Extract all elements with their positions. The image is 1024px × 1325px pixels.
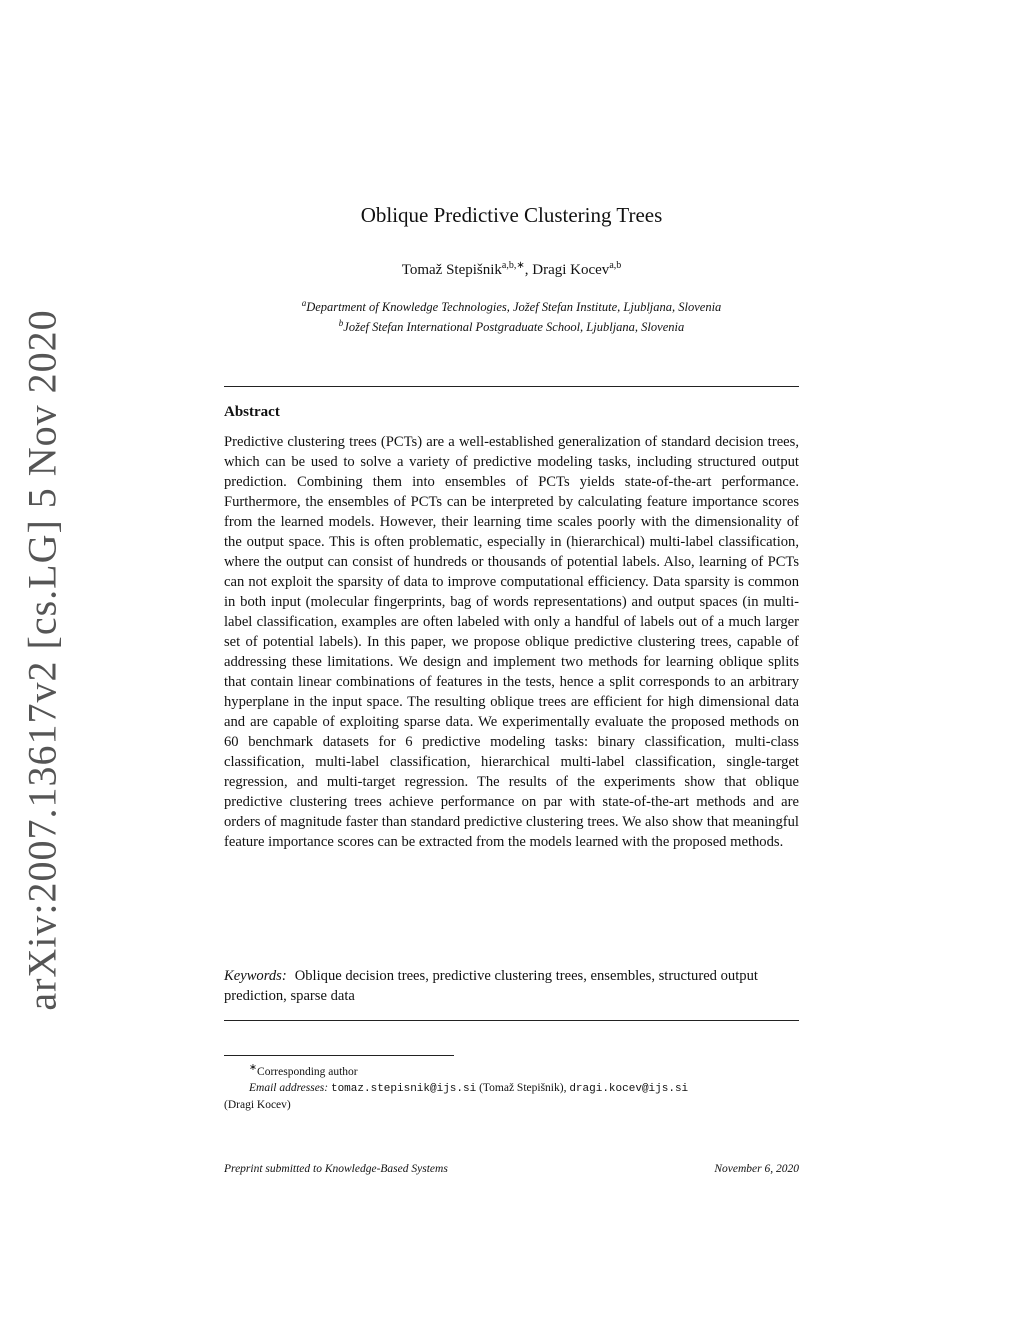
- preprint-date: November 6, 2020: [714, 1163, 799, 1175]
- abstract-heading: Abstract: [224, 404, 280, 420]
- footnote-mark: ∗: [249, 1062, 258, 1073]
- preprint-footer: [224, 1163, 799, 1175]
- footnote-rule: [224, 1055, 454, 1056]
- keywords-text: Oblique decision trees, predictive clustering trees, ensembles, structured output prediction, sparse data: [224, 968, 758, 1004]
- author-affiliation-mark: a,b,∗: [501, 260, 525, 271]
- author-name: Tomaž Stepišnik: [401, 262, 502, 278]
- footnote-corresponding-text: Corresponding author: [257, 1065, 358, 1078]
- keywords-label: Keywords:: [224, 968, 287, 984]
- affiliation-mark: b: [338, 318, 344, 329]
- email-link-1[interactable]: tomaz.stepisnik@ijs.si: [330, 1082, 477, 1095]
- author-list: [224, 260, 799, 279]
- abstract-top-rule: [224, 386, 799, 387]
- keywords: [224, 966, 799, 1006]
- author-name: Dragi Kocev: [532, 262, 610, 278]
- preprint-venue: Preprint submitted to Knowledge-Based Systems: [224, 1163, 448, 1175]
- affiliations: [224, 295, 799, 335]
- email-label: Email addresses:: [249, 1081, 329, 1094]
- email-name-2: (Dragi Kocev): [224, 1098, 291, 1111]
- affiliation-text: Jožef Stefan International Postgraduate School, Ljubljana, Slovenia: [343, 320, 685, 335]
- abstract-text: Predictive clustering trees (PCTs) are a well-established generalization of standard decision trees, which can be used to solve a variety of predictive modeling tasks, including structured output prediction. Combining them into ensembles of PCTs yields state-of-the-art performance. Furthermore, the ensembles of PCTs can be interpreted by calculating feature importance scores from the learned models. However, their learning time scales poorly with the dimensionality of the output space. This is often problematic, especially in (hierarchical) multi-label classification, where the output can consist of hundreds or thousands of potential labels. Also, learning of PCTs can not exploit the sparsity of data to improve computational efficiency. Data sparsity is common in both input (molecular fingerprints, bag of words representations) and output spaces (in multi-label classification, examples are often labeled with only a handful of labels out of a much larger set of potential labels). In this paper, we propose oblique predictive clustering trees, capable of addressing these limitations. We design and implement two methods for learning oblique splits that contain linear combinations of features in the tests, hence a split corresponds to an arbitrary hyperplane in the input space. The resulting oblique trees are efficient for high dimensional data and are capable of exploiting sparse data. We experimentally evaluate the proposed methods on 60 benchmark datasets for 6 predictive modeling tasks: binary classification, multi-class classification, multi-label classification, hierarchical multi-label classification, single-target regression, and multi-target regression. The results of the experiments show that oblique predictive clustering trees achieve performance on par with state-of-the-art methods and are orders of magnitude faster than standard predictive clustering trees. We also show that meaningful feature importance scores can be extracted from the models learned with the proposed methods.: [224, 434, 799, 850]
- affiliation-mark: a: [301, 298, 307, 308]
- affiliation-text: Department of Knowledge Technologies, Jožef Stefan Institute, Ljubljana, Slovenia: [306, 300, 722, 315]
- footnote: [224, 1060, 799, 1113]
- affiliation-line: [224, 315, 799, 335]
- footnote-corresponding: [224, 1060, 799, 1080]
- footnote-emails: [224, 1080, 799, 1097]
- author-separator: ,: [524, 262, 533, 278]
- email-link-2[interactable]: dragi.kocev@ijs.si: [569, 1082, 689, 1095]
- abstract-bottom-rule: [224, 1020, 799, 1021]
- paper-title: Oblique Predictive Clustering Trees: [360, 203, 663, 227]
- affiliation-line: [224, 295, 799, 315]
- author-affiliation-mark: a,b: [609, 260, 622, 271]
- arxiv-identifier: arXiv:2007.13617v2 [cs.LG] 5 Nov 2020: [19, 309, 65, 1011]
- email-name-1: (Tomaž Stepišnik),: [479, 1081, 567, 1094]
